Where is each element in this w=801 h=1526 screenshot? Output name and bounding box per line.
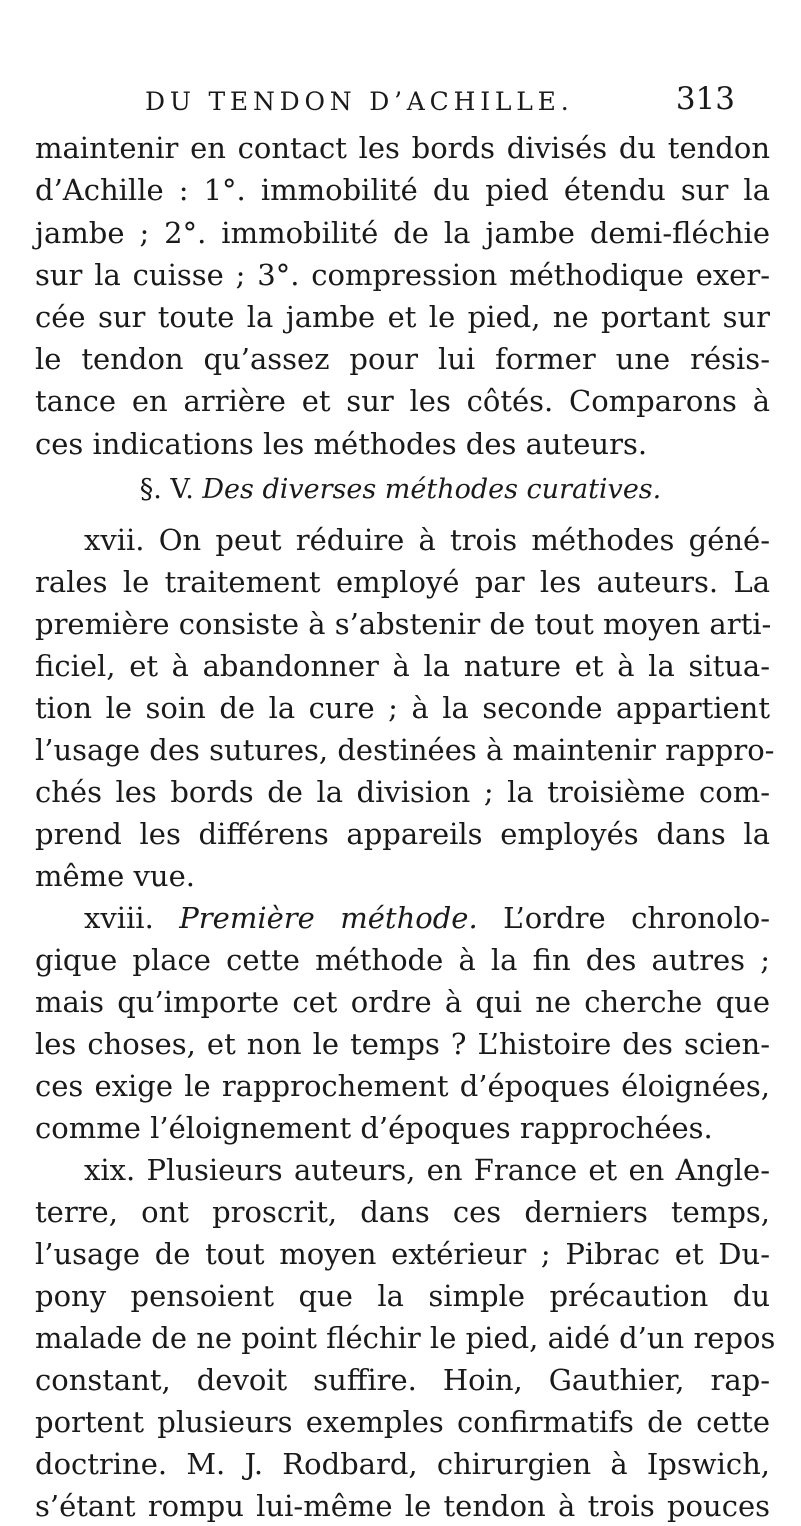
text-line: rales le traitement employé par les auteurs. La (35, 565, 770, 599)
text-line: tion le soin de la cure ; à la seconde appartient (35, 691, 770, 725)
running-title: DU TENDON D’ACHILLE. (145, 87, 574, 116)
text-line: mais qu’importe cet ordre à qui ne cherche que (35, 985, 770, 1019)
text-line: tance en arrière et sur les côtés. Comparons à (35, 384, 770, 418)
text-line: sur la cuisse ; 3°. compression méthodique exer- (35, 258, 770, 292)
text-line-cut: s’étant rompu lui-même le tendon à trois pouces (35, 1489, 770, 1523)
text-line: portent plusieurs exemples confirmatifs de cette (35, 1405, 770, 1439)
paragraph-text: Plusieurs auteurs, en France et en Angle- (146, 1153, 771, 1187)
text-line: ficiel, et à abandonner à la nature et à la situa- (35, 649, 770, 683)
text-line: le tendon qu’assez pour lui former une résis- (35, 342, 770, 376)
text-line: doctrine. M. J. Rodbard, chirurgien à Ipswich, (35, 1447, 770, 1481)
paragraph-heading: Première méthode. (179, 901, 478, 935)
text-line: ces exige le rapprochement d’époques éloignées, (35, 1069, 770, 1103)
paragraph-text: On peut réduire à trois méthodes géné- (158, 523, 771, 557)
text-line: malade de ne point fléchir le pied, aidé d’un repos (35, 1321, 776, 1355)
text-line: maintenir en contact les bords divisés du tendon (35, 131, 770, 165)
paragraph-numeral: xvii. (84, 523, 145, 557)
text-line: l’usage des sutures, destinées à maintenir rappro- (35, 733, 775, 767)
text-line: gique place cette méthode à la fin des autres ; (35, 943, 770, 977)
text-line: ces indications les méthodes des auteurs. (35, 427, 648, 461)
text-line: chés les bords de la division ; la troisième com- (35, 775, 770, 809)
text-line: jambe ; 2°. immobilité de la jambe demi-fléchie (35, 216, 770, 250)
text-line: terre, ont proscrit, dans ces derniers temps, (35, 1195, 770, 1229)
paragraph-first-line (84, 520, 770, 560)
page-number: 313 (675, 81, 735, 117)
text-line: d’Achille : 1°. immobilité du pied étendu sur la (35, 173, 770, 207)
section-title: Des diverses méthodes curatives. (202, 474, 662, 505)
text-line: cée sur toute la jambe et le pied, ne portant sur (35, 300, 770, 334)
text-line: comme l’éloignement d’époques rapprochées. (35, 1111, 713, 1145)
text-line: même vue. (35, 859, 195, 893)
section-heading (0, 470, 801, 510)
section-number: §. V. (139, 474, 194, 505)
text-line: l’usage de tout moyen extérieur ; Pibrac et Du- (35, 1237, 770, 1271)
paragraph-numeral: xviii. (84, 901, 154, 935)
text-line: prend les différens appareils employés dans la (35, 817, 770, 851)
paragraph-numeral: xix. (84, 1153, 136, 1187)
running-head (145, 83, 735, 121)
text-line: constant, devoit suffire. Hoin, Gauthier, rap- (35, 1363, 770, 1397)
paragraph-text: L’ordre chronolo- (503, 901, 771, 935)
text-line: première consiste à s’abstenir de tout moyen arti- (35, 607, 772, 641)
text-line: les choses, et non le temps ? L’histoire des scien- (35, 1027, 770, 1061)
paragraph-first-line (84, 898, 770, 938)
text-line: pony pensoient que la simple précaution du (35, 1279, 770, 1313)
paragraph-first-line (84, 1150, 770, 1190)
